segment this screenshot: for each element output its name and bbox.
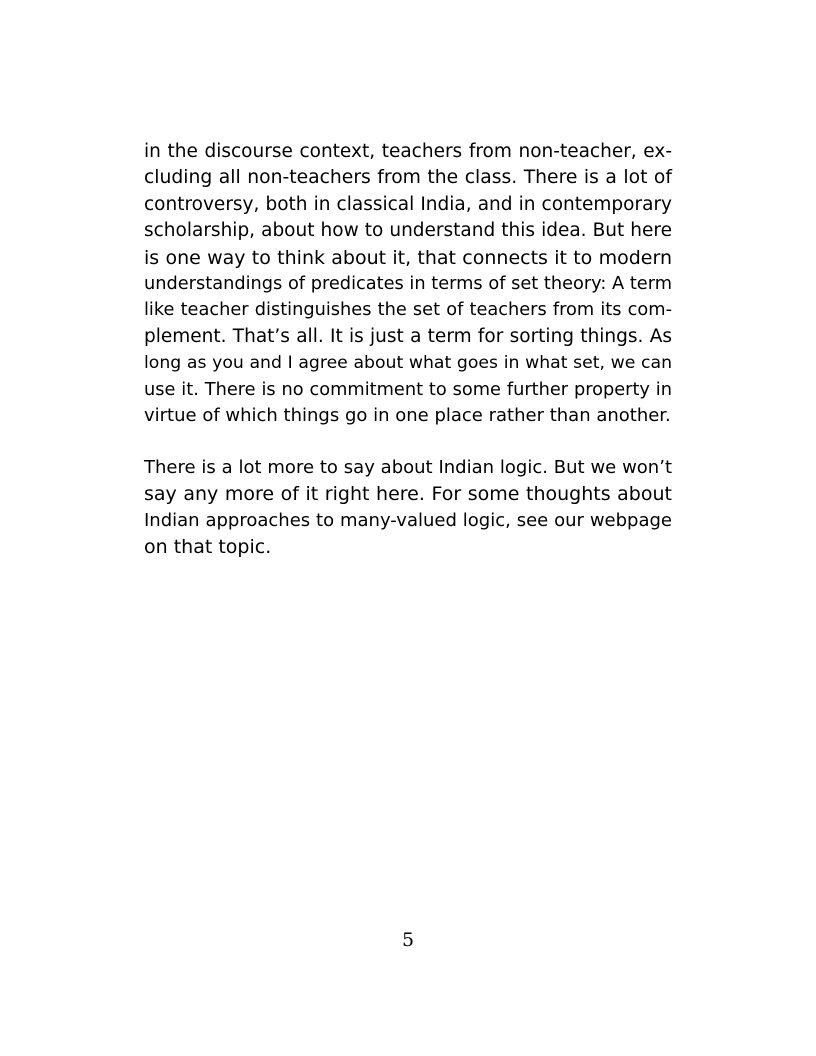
paragraph-line: plement. That’s all. It is just a term for sorting things. As: [144, 325, 672, 347]
paragraph-line: Indian approaches to many-valued logic, see our webpage: [144, 509, 672, 531]
paragraph-1: [144, 139, 672, 429]
paragraph-line: controversy, both in classical India, and in contemporary: [144, 193, 672, 215]
paragraph-line: use it. There is no commitment to some further property in: [144, 379, 672, 400]
paragraph-line: virtue of which things go in one place rather than another.: [144, 404, 671, 426]
paragraph-line: in the discourse context, teachers from non-teacher, ex-: [144, 141, 672, 162]
paragraph-line: say any more of it right here. For some thoughts about: [144, 483, 672, 506]
paragraph-line: long as you and I agree about what goes in what set, we can: [144, 353, 672, 374]
paragraph-line: There is a lot more to say about Indian logic. But we won’t: [144, 457, 672, 478]
page-number: 5: [401, 929, 415, 951]
paragraph-line: is one way to think about it, that connects it to modern: [144, 246, 672, 269]
paragraph-line: cluding all non-teachers from the class. There is a lot of: [144, 167, 672, 189]
paragraph-line: understandings of predicates in terms of set theory: A term: [144, 273, 672, 294]
paragraph-2: [144, 455, 672, 561]
paragraph-line: on that topic.: [144, 536, 272, 559]
paragraph-line: like teacher distinguishes the set of teachers from its com-: [144, 300, 672, 321]
paragraph-line: scholarship, about how to understand this idea. But here: [144, 220, 672, 242]
